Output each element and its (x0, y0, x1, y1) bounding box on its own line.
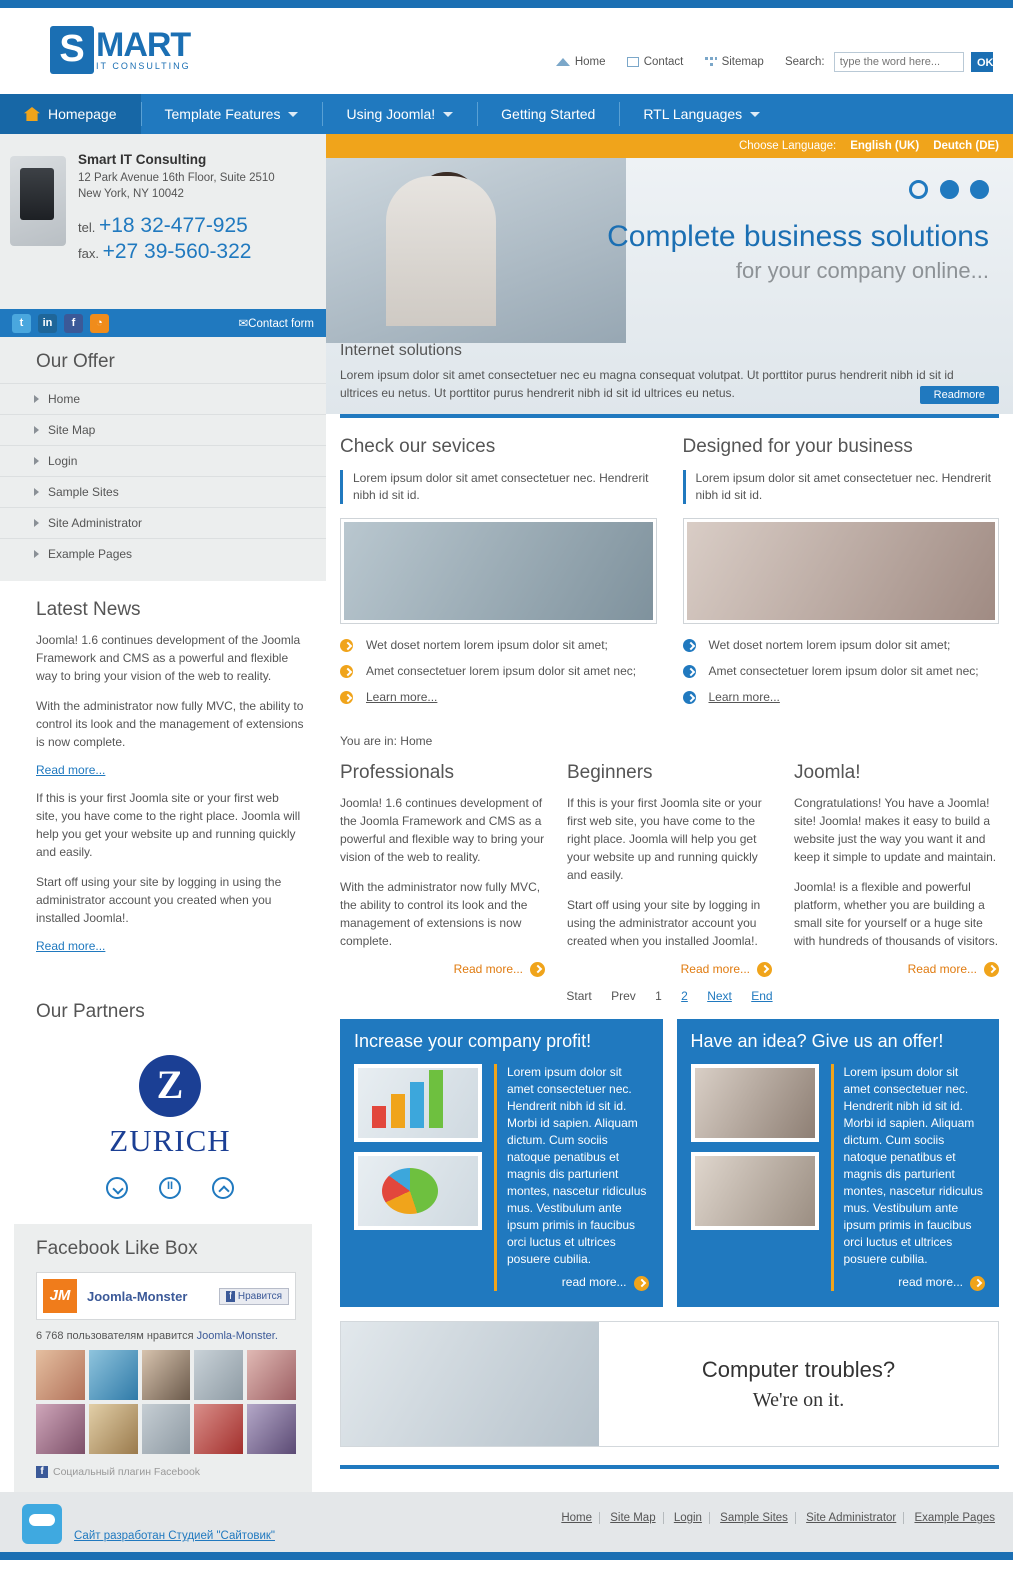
pagination-next[interactable]: Next (707, 989, 732, 1004)
breadcrumb-current[interactable]: Home (400, 734, 433, 748)
header-utility-links (556, 52, 993, 72)
facebook-like-count (36, 1330, 296, 1342)
hero-slider (326, 158, 1013, 414)
site-header (0, 8, 1013, 94)
arrow-right-icon (757, 962, 772, 977)
facebook-page-row (36, 1272, 296, 1320)
fax-label: fax. (78, 246, 99, 261)
header-link-contact-label[interactable]: Contact (643, 56, 684, 69)
partner-pause-button[interactable] (159, 1177, 181, 1199)
feature-bullet: Wet doset nortem lorem ipsum dolor sit amet; (340, 638, 657, 664)
home-icon (556, 58, 570, 66)
sidebar-item-login[interactable]: Login (0, 445, 326, 476)
article-readmore-beginners[interactable]: Read more... (680, 962, 750, 976)
feature-columns (326, 418, 1013, 716)
avatar[interactable] (194, 1350, 243, 1400)
footer-divider (340, 1465, 999, 1469)
news-paragraph-3: If this is your first Joomla site or your first web site, you have come to the right place. Joomla will help you get your website up and running quickly and easily. (36, 791, 301, 859)
banner-line1: Computer troubles? (701, 1356, 896, 1382)
sidebar-item-site-administrator[interactable]: Site Administrator (0, 507, 326, 538)
language-bar (326, 134, 1013, 158)
facebook-plugin-footer: Социальный плагин Facebook (53, 1466, 201, 1478)
article-beginners (567, 758, 772, 977)
tel-label: tel. (78, 220, 96, 235)
tel-number: +18 32-477-925 (98, 214, 248, 237)
banner-photo (341, 1322, 599, 1446)
feature-bullet: Wet doset nortem lorem ipsum dolor sit amet; (683, 638, 1000, 664)
page-body (0, 134, 1013, 1492)
main-content (326, 134, 1013, 1492)
feature-column-business (683, 432, 1000, 716)
hero-photo-hair (416, 172, 478, 204)
contact-module (0, 134, 326, 309)
pagination-end[interactable]: End (751, 989, 773, 1004)
feature-image-services (340, 518, 657, 624)
facebook-like-label: Нравится (237, 1290, 282, 1302)
site-footer (0, 1492, 1013, 1552)
phone-image (10, 156, 66, 246)
company-address-line2: New York, NY 10042 (78, 188, 184, 200)
facebook-f-icon: f (36, 1466, 48, 1478)
latest-news-title: Latest News (36, 599, 141, 620)
promo-text-profit: Lorem ipsum dolor sit amet consectetuer nec. Hendrerit nibh id sit id. Morbi id sapien. Aliquam dictum. Cum sociis natoque penatibus et magnis dis parturient montes, nascetur ridiculus mus. Vestibulum ante ipsum primis in faucibus orci luctus et ultrices posuere cubilia. (507, 1065, 647, 1267)
hero-headline-line1: Complete business solutions (607, 220, 989, 253)
arrow-right-icon (984, 962, 999, 977)
our-partners-module (0, 983, 326, 1220)
logo-tagline: IT CONSULTING (96, 61, 191, 71)
promo-title-profit: Increase your company profit! (354, 1031, 592, 1052)
breadcrumb (326, 716, 1013, 754)
promo-profit (340, 1019, 663, 1307)
chevron-down-icon (288, 112, 298, 117)
article-p2: Joomla! is a flexible and powerful platform, whether you are building a small site for yourself or a huge site with hundreds of thousands of visitors. (794, 880, 999, 948)
hero-headline-line2: for your company online... (735, 258, 989, 283)
language-label: Choose Language: (738, 140, 837, 152)
pagination-prev[interactable]: Prev (611, 989, 636, 1004)
search-label: Search: (784, 56, 825, 69)
avatar[interactable] (36, 1350, 85, 1400)
our-offer-module (0, 337, 326, 581)
feature-title-business: Designed for your business (682, 436, 913, 457)
footer-link-login[interactable]: Login (667, 1512, 710, 1524)
facebook-avatar-grid (36, 1350, 296, 1454)
avatar[interactable] (142, 1350, 191, 1400)
search-input[interactable] (834, 52, 964, 72)
article-p2: With the administrator now fully MVC, the ability to control its look and the management of extensions is now complete. (340, 880, 541, 948)
hero-caption-text: Lorem ipsum dolor sit amet consectetuer nec eu magna consequat volutpat. Ut porttitor purus hendrerit nibh id sit id ultrices eu netus. Ut porttitor purus hendrerit nibh id sit id ultrices eu netus. (340, 368, 954, 400)
slider-dot-1[interactable] (909, 180, 928, 199)
facebook-like-button[interactable] (219, 1288, 289, 1305)
nav-item-getting-started[interactable] (477, 94, 619, 134)
footer-link-home[interactable]: Home (554, 1512, 600, 1524)
pagination-page-1[interactable]: 1 (655, 989, 662, 1004)
pagination-start[interactable]: Start (566, 989, 592, 1004)
site-logo[interactable] (50, 26, 191, 74)
news-paragraph-4: Start off using your site by logging in using the administrator account you created when you installed Joomla!. (36, 875, 282, 925)
promo-title-idea: Have an idea? Give us an offer! (690, 1031, 944, 1052)
footer-link-site-map[interactable]: Site Map (603, 1512, 663, 1524)
bottom-banner[interactable] (340, 1321, 999, 1447)
promo-images-profit (354, 1064, 482, 1291)
facebook-like-count-text: 6 768 пользователям нравится (36, 1330, 194, 1342)
search-submit-button[interactable]: OK (971, 52, 993, 72)
nav-item-getting-started-label: Getting Started (501, 106, 596, 122)
sidebar-item-site-map[interactable]: Site Map (0, 414, 326, 445)
footer-link-example-pages[interactable]: Example Pages (914, 1512, 995, 1525)
facebook-like-box-module (14, 1224, 312, 1492)
hero-caption (326, 332, 1013, 414)
sidebar (0, 134, 326, 1492)
page-avatar: JM (43, 1279, 77, 1313)
promo-idea (677, 1019, 1000, 1307)
feature-bullet: Amet consectetuer lorem ipsum dolor sit amet nec; (340, 664, 657, 690)
top-strip (0, 0, 1013, 8)
partner-logo-word: ZURICH (109, 1123, 231, 1158)
article-title-joomla: Joomla! (794, 762, 861, 783)
hero-headline (607, 220, 989, 284)
logo-wordmark: MART (96, 26, 191, 64)
header-link-home[interactable] (556, 56, 610, 68)
feature-bullets-services (340, 638, 657, 716)
breadcrumb-label: You are in: (340, 734, 397, 748)
promo-images-idea (691, 1064, 819, 1291)
nav-item-rtl-languages-label: RTL Languages (643, 106, 743, 122)
avatar[interactable] (89, 1404, 138, 1454)
nav-item-using-joomla-label: Using Joomla! (346, 106, 436, 122)
contact-form-link[interactable]: ✉Contact form (238, 318, 314, 330)
twitter-icon[interactable]: t (12, 314, 31, 333)
feature-learnmore-business[interactable] (683, 690, 1000, 716)
footer-links (554, 1512, 995, 1524)
banner-line2: We're on it. (752, 1388, 845, 1411)
article-p1: If this is your first Joomla site or your first web site, you have come to the right place. Joomla will help you get your website up and running quickly and easily. (567, 796, 762, 882)
feature-column-services (340, 432, 657, 716)
hero-caption-title: Internet solutions (340, 342, 462, 359)
pagination-page-2[interactable]: 2 (681, 989, 688, 1004)
article-title-professionals: Professionals (340, 762, 455, 783)
news-paragraph-1: Joomla! 1.6 continues development of the Joomla Framework and CMS as a powerful and flexible way to bring your vision of the web to reality. (36, 633, 301, 683)
company-address-line1: 12 Park Avenue 16th Floor, Suite 2510 (78, 172, 275, 184)
promo-readmore-idea[interactable]: read more... (898, 1275, 963, 1290)
nav-item-template-features-label: Template Features (164, 106, 281, 122)
rss-icon[interactable]: ◔ (90, 314, 109, 333)
partner-prev-button[interactable] (106, 1177, 128, 1199)
partner-next-button[interactable] (212, 1177, 234, 1199)
studio-mascot-icon (22, 1504, 62, 1544)
feature-title-services: Check our sevices (340, 436, 496, 457)
sidebar-item-sample-sites[interactable]: Sample Sites (0, 476, 326, 507)
promo-readmore-profit[interactable]: read more... (561, 1275, 627, 1290)
article-p1: Congratulations! You have a Joomla! site! Joomla! makes it easy to build a website just the way you want it and keep it simple to update and maintain. (794, 796, 997, 864)
feature-image-business (683, 518, 1000, 624)
slider-dot-2[interactable] (940, 180, 959, 199)
feature-quote-business: Lorem ipsum dolor sit amet consectetuer nec. Hendrerit nibh id sit id. (683, 470, 1000, 504)
header-link-contact[interactable] (627, 56, 688, 68)
promo-boxes (326, 1019, 1013, 1307)
arrow-right-icon (634, 1276, 649, 1291)
nav-item-rtl-languages[interactable] (619, 94, 784, 134)
slider-dots (901, 180, 989, 202)
chevron-down-icon (443, 112, 453, 117)
promo-text-idea: Lorem ipsum dolor sit amet consectetuer nec. Hendrerit nibh id sit id. Morbi id sapien. Aliquam dictum. Cum sociis natoque penatibus et magnis dis parturient montes, nascetur ridiculus mus. Vestibulum ante ipsum primis in faucibus orci luctus et ultrices posuere cubilia. (843, 1065, 983, 1267)
bottom-strip (0, 1552, 1013, 1560)
feature-bullets-business (683, 638, 1000, 716)
facebook-module-title: Facebook Like Box (36, 1238, 198, 1259)
article-columns (326, 754, 1013, 977)
fax-number: +27 39-560-322 (102, 240, 252, 263)
latest-news-module (0, 581, 326, 983)
avatar[interactable] (247, 1350, 296, 1400)
feature-bullet: Amet consectetuer lorem ipsum dolor sit amet nec; (683, 664, 1000, 690)
news-readmore-link-1[interactable]: Read more... (36, 763, 106, 777)
partner-logo-mark (139, 1055, 201, 1117)
our-offer-list (0, 383, 326, 569)
bar-chart-image (354, 1064, 482, 1142)
feature-quote-services: Lorem ipsum dolor sit amet consectetuer nec. Hendrerit nibh id sit id. (340, 470, 657, 504)
nav-item-homepage-label: Homepage (48, 106, 117, 122)
main-navigation (0, 94, 1013, 134)
footer-credit (74, 1530, 275, 1542)
hero-readmore-button[interactable]: Readmore (920, 386, 999, 404)
pie-chart-image (354, 1152, 482, 1230)
article-title-beginners: Beginners (567, 762, 653, 783)
nav-item-template-features[interactable] (141, 94, 323, 134)
article-p1: Joomla! 1.6 continues development of the Joomla Framework and CMS as a powerful and flexible way to bring your vision of the web to reality. (340, 796, 545, 864)
hero-photo-face (420, 180, 474, 238)
sidebar-item-home[interactable]: Home (0, 383, 326, 414)
pagination (326, 977, 1013, 1019)
nav-item-homepage[interactable] (0, 94, 141, 134)
avatar[interactable] (194, 1404, 243, 1454)
handshake-photo (691, 1152, 819, 1230)
feature-learnmore-services[interactable] (340, 690, 657, 716)
hero-photo (326, 158, 626, 343)
footer-link-sample-sites[interactable]: Sample Sites (713, 1512, 796, 1524)
avatar[interactable] (247, 1404, 296, 1454)
home-icon (24, 107, 40, 121)
sitemap-icon (705, 57, 717, 67)
arrow-right-icon (970, 1276, 985, 1291)
partner-carousel-controls (36, 1177, 304, 1202)
our-offer-title: Our Offer (36, 351, 115, 372)
envelope-icon (627, 57, 639, 67)
facebook-icon[interactable]: f (64, 314, 83, 333)
avatar[interactable] (36, 1404, 85, 1454)
header-link-sitemap[interactable] (705, 56, 768, 68)
logo-letter: S (50, 26, 94, 74)
facebook-f-icon: f (226, 1291, 235, 1302)
people-photo (691, 1064, 819, 1142)
article-joomla (794, 758, 999, 977)
article-readmore-joomla[interactable]: Read more... (907, 962, 977, 976)
linkedin-icon[interactable]: in (38, 314, 57, 333)
news-readmore-link-2[interactable]: Read more... (36, 939, 106, 953)
language-option-de[interactable]: Deutch (DE) (933, 140, 999, 152)
header-link-home-label[interactable]: Home (574, 56, 606, 69)
avatar[interactable] (142, 1404, 191, 1454)
news-paragraph-2: With the administrator now fully MVC, the ability to control its look and the management of extensions is now complete. (36, 699, 304, 749)
facebook-page-name[interactable]: Joomla-Monster (87, 1288, 188, 1304)
facebook-like-count-link[interactable]: Joomla-Monster. (196, 1330, 278, 1342)
arrow-right-icon (530, 962, 545, 977)
chevron-down-icon (750, 112, 760, 117)
header-link-sitemap-label[interactable]: Sitemap (721, 56, 764, 69)
article-p2: Start off using your site by logging in using the administrator account you created when you installed Joomla!. (567, 898, 761, 948)
article-readmore-professionals[interactable]: Read more... (453, 962, 523, 976)
footer-credit-link[interactable]: Сайт разработан Студией "Сайтовик" (74, 1530, 275, 1543)
company-name: Smart IT Consulting (78, 152, 207, 167)
slider-dot-3[interactable] (970, 180, 989, 199)
social-bar (0, 309, 326, 337)
avatar[interactable] (89, 1350, 138, 1400)
nav-item-using-joomla[interactable] (322, 94, 477, 134)
article-professionals (340, 758, 545, 977)
feature-learnmore-business-link[interactable]: Learn more... (708, 690, 780, 704)
feature-learnmore-services-link[interactable]: Learn more... (366, 690, 438, 704)
footer-link-site-administrator[interactable]: Site Administrator (799, 1512, 904, 1524)
language-option-en[interactable]: English (UK) (850, 140, 920, 152)
sidebar-item-example-pages[interactable]: Example Pages (0, 538, 326, 569)
our-partners-title: Our Partners (36, 1001, 145, 1022)
